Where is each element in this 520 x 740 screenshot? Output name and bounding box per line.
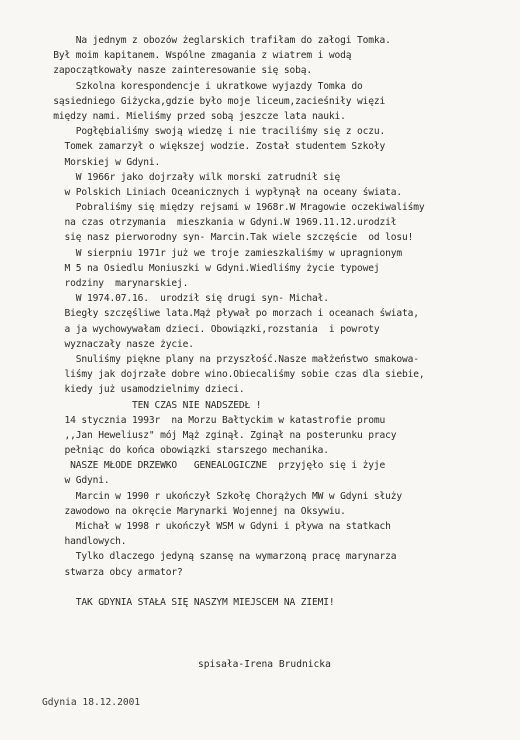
letter-line: kiedy już usamodzielnimy dzieci. [42, 384, 245, 396]
letter-line: ,,Jan Heweliusz" mój Mąż zginął. Zginął na posterunku pracy [42, 429, 397, 441]
letter-line: W sierpniu 1971r już we troje zamieszkaliśmy w upragnionym [42, 247, 403, 259]
letter-line [42, 580, 502, 595]
letter-line: 14 stycznia 1993r na Morzu Bałtyckim w katastrofie promu [42, 414, 386, 426]
letter-line: a ja wychowywałam dzieci. Obowiązki,rozstania i powroty [42, 323, 380, 335]
letter-line: Tylko dlaczego jedyną szansę na wymarzoną pracę marynarza [42, 551, 397, 563]
letter-line: handlowych. [42, 536, 127, 548]
letter-line: zapoczątkowały nasze zainteresowanie się sobą. [42, 65, 313, 77]
letter-body [42, 33, 502, 610]
letter-line: się nasz pierworodny syn- Marcin.Tak wiele szczęście od losu! [42, 232, 414, 244]
signature: spisała-Irena Brudnicka [198, 659, 331, 670]
letter-line: Morskiej w Gdyni. [42, 156, 161, 168]
letter-line: rodziny marynarskiej. [42, 278, 189, 289]
letter-line: w Gdyni. [42, 475, 110, 487]
letter-line: TEN CZAS NIE NADSZEDŁ ! [42, 399, 262, 411]
letter-line: sąsiedniego Giżycka,gdzie było moje liceum,zacieśniły więzi [42, 95, 386, 107]
letter-line: TAK GDYNIA STAŁA SIĘ NASZYM MIEJSCEM NA ZIEMI! [42, 596, 335, 608]
letter-line: Pogłębialiśmy swoją wiedzę i nie traciliśmy się z oczu. [42, 126, 386, 138]
letter-line: zawodowo na okręcie Marynarki Wojennej na Oksywiu. [42, 505, 346, 517]
letter-line: Tomek zamarzył o większej wodzie. Został studentem Szkoły [42, 141, 386, 153]
letter-line: W 1974.07.16. urodził się drugi syn- Michał. [42, 293, 329, 305]
letter-line: między nami. Mieliśmy przed sobą jeszcze lata nauki. [42, 110, 346, 122]
letter-line: M 5 na Osiedlu Moniuszki w Gdyni.Wiedliśmy życie typowej [42, 262, 380, 274]
letter-line: Biegły szczęśliwe lata.Mąż pływał po morzach i oceanach świata, [42, 308, 419, 320]
letter-line: Na jednym z obozów żeglarskich trafiłam do załogi Tomka. [42, 35, 391, 46]
letter-line: Snuliśmy piękne plany na przyszłość.Nasze małżeństwo smakowa- [42, 353, 419, 365]
letter-line: Marcin w 1990 r ukończył Szkołę Chorążych MW w Gdyni służy [42, 490, 403, 502]
letter-line: Michał w 1998 r ukończył WSM w Gdyni i pływa na statkach [42, 521, 391, 532]
letter-line: Pobraliśmy się między rejsami w 1968r.W Mragowie oczekiwaliśmy [42, 202, 425, 214]
letter-line: NASZE MŁODE DRZEWKO GENEALOGICZNE przyjęło się i żyje [42, 460, 386, 472]
letter-line: W 1966r jako dojrzały wilk morski zatrudnił się [42, 171, 341, 183]
letter-line: na czas otrzymania mieszkania w Gdyni.W 1969.11.12.urodził [42, 217, 397, 229]
letter-line: pełniąc do końca obowiązki starszego mechanika. [42, 445, 329, 457]
letter-line: Szkolna korespondencje i ukratkowe wyjazdy Tomka do [42, 80, 363, 92]
letter-line: Był moim kapitanem. Wspólne zmagania z wiatrem i wodą [42, 50, 352, 62]
letter-line: wyznaczały nasze życie. [42, 338, 194, 350]
letter-line: stwarza obcy armator? [42, 566, 183, 578]
letter-line: w Polskich Liniach Oceanicznych i wypłynął na oceany świata. [42, 186, 403, 198]
letter-line: liśmy jak dojrzałe dobre wino.Obiecaliśmy sobie czas dla siebie, [42, 369, 425, 381]
place-and-date: Gdynia 18.12.2001 [42, 697, 141, 708]
